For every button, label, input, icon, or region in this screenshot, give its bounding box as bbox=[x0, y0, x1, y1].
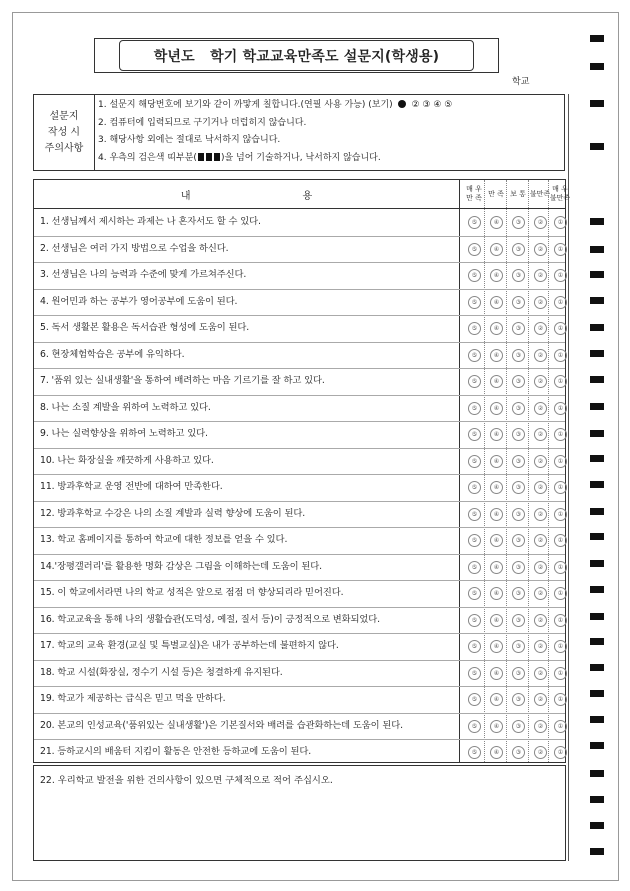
timing-mark bbox=[590, 63, 604, 70]
answer-bubble[interactable]: ④ bbox=[490, 693, 503, 706]
answer-bubble[interactable]: ① bbox=[554, 243, 567, 256]
school-label: 학교 bbox=[512, 77, 530, 87]
question-text: 12. 방과후학교 수강은 나의 소질 계발과 실력 향상에 도움이 된다. bbox=[40, 507, 306, 519]
answer-bubble[interactable]: ④ bbox=[490, 587, 503, 600]
answer-bubble[interactable]: ③ bbox=[512, 508, 525, 521]
answer-bubble[interactable]: ⑤ bbox=[468, 455, 481, 468]
answer-bubble[interactable]: ④ bbox=[490, 481, 503, 494]
timing-mark bbox=[590, 822, 604, 829]
answer-bubble[interactable]: ① bbox=[554, 216, 567, 229]
instruction-1: 1. 설문지 해당번호에 보기와 같이 까맣게 칠합니다.(연필 사용 가능) (보기) ② ③ ④ ⑤ bbox=[98, 100, 453, 110]
answer-bubble[interactable]: ⑤ bbox=[468, 402, 481, 415]
answer-bubble[interactable]: ④ bbox=[490, 508, 503, 521]
answer-bubble[interactable]: ① bbox=[554, 667, 567, 680]
answer-bubble[interactable]: ② bbox=[534, 402, 547, 415]
answer-bubble[interactable]: ② bbox=[534, 667, 547, 680]
answer-bubble[interactable]: ⑤ bbox=[468, 720, 481, 733]
answer-bubble[interactable]: ③ bbox=[512, 693, 525, 706]
answer-bubble[interactable]: ① bbox=[554, 746, 567, 759]
timing-mark bbox=[590, 508, 604, 515]
answer-bubble[interactable]: ② bbox=[534, 746, 547, 759]
timing-mark bbox=[590, 246, 604, 253]
question-row bbox=[34, 713, 565, 741]
answer-bubble[interactable]: ② bbox=[534, 693, 547, 706]
black-bar-icon bbox=[198, 153, 204, 161]
answer-bubble[interactable]: ③ bbox=[512, 322, 525, 335]
answer-bubble[interactable]: ⑤ bbox=[468, 587, 481, 600]
example-mark: ② bbox=[411, 100, 420, 110]
answer-bubble[interactable]: ① bbox=[554, 587, 567, 600]
answer-bubble[interactable]: ② bbox=[534, 508, 547, 521]
scale-header: 매 우 만 족 bbox=[466, 185, 482, 202]
timing-mark bbox=[590, 324, 604, 331]
timing-mark bbox=[590, 742, 604, 749]
answer-bubble[interactable]: ③ bbox=[512, 667, 525, 680]
timing-mark bbox=[590, 664, 604, 671]
answer-bubble[interactable]: ① bbox=[554, 322, 567, 335]
question-row bbox=[34, 474, 565, 502]
survey-table bbox=[33, 179, 571, 763]
title-box bbox=[119, 40, 474, 71]
answer-bubble[interactable]: ① bbox=[554, 640, 567, 653]
question-text: 8. 나는 소질 계발을 위하여 노력하고 있다. bbox=[40, 401, 211, 413]
question-row bbox=[34, 368, 565, 396]
answer-bubble[interactable]: ⑤ bbox=[468, 243, 481, 256]
answer-bubble[interactable]: ② bbox=[534, 269, 547, 282]
answer-bubble[interactable]: ④ bbox=[490, 534, 503, 547]
timing-mark bbox=[590, 430, 604, 437]
answer-bubble[interactable]: ② bbox=[534, 243, 547, 256]
instructions-box bbox=[33, 94, 565, 171]
answer-bubble[interactable]: ④ bbox=[490, 349, 503, 362]
timing-mark bbox=[590, 350, 604, 357]
timing-mark bbox=[590, 770, 604, 777]
answer-bubble[interactable]: ① bbox=[554, 534, 567, 547]
example-mark: ⑤ bbox=[444, 100, 453, 110]
timing-mark bbox=[590, 560, 604, 567]
answer-bubble[interactable]: ④ bbox=[490, 322, 503, 335]
answer-bubble[interactable]: ② bbox=[534, 614, 547, 627]
timing-mark bbox=[590, 481, 604, 488]
answer-bubble[interactable]: ① bbox=[554, 720, 567, 733]
answer-bubble[interactable]: ② bbox=[534, 640, 547, 653]
timing-mark bbox=[590, 376, 604, 383]
scale-header: 만 족 bbox=[488, 189, 504, 198]
answer-bubble[interactable]: ③ bbox=[512, 455, 525, 468]
question-row bbox=[34, 395, 565, 423]
answer-bubble[interactable]: ③ bbox=[512, 720, 525, 733]
answer-bubble[interactable]: ③ bbox=[512, 375, 525, 388]
answer-bubble[interactable]: ③ bbox=[512, 746, 525, 759]
timing-mark bbox=[590, 297, 604, 304]
scale-header: 불만족 bbox=[529, 189, 551, 198]
answer-bubble[interactable]: ③ bbox=[512, 640, 525, 653]
answer-bubble[interactable]: ① bbox=[554, 455, 567, 468]
answer-bubble[interactable]: ② bbox=[534, 720, 547, 733]
answer-bubble[interactable]: ② bbox=[534, 216, 547, 229]
answer-bubble[interactable]: ① bbox=[554, 481, 567, 494]
answer-bubble[interactable]: ④ bbox=[490, 296, 503, 309]
instructions-heading: 설문지 작성 시 주의사항 bbox=[34, 95, 95, 170]
answer-bubble[interactable]: ④ bbox=[490, 402, 503, 415]
scale-header: 보 통 bbox=[510, 189, 526, 198]
black-bar-icon bbox=[214, 153, 220, 161]
instruction-2: 2. 컴퓨터에 입력되므로 구기거나 더럽히지 않습니다. bbox=[98, 117, 307, 128]
question-row bbox=[34, 501, 565, 529]
question-row bbox=[34, 448, 565, 476]
answer-bubble[interactable]: ① bbox=[554, 693, 567, 706]
answer-bubble[interactable]: ⑤ bbox=[468, 296, 481, 309]
answer-bubble[interactable]: ① bbox=[554, 402, 567, 415]
answer-bubble[interactable]: ② bbox=[534, 296, 547, 309]
question-text: 3. 선생님은 나의 능력과 수준에 맞게 가르쳐주신다. bbox=[40, 269, 247, 280]
question-text: 10. 나는 화장실을 깨끗하게 사용하고 있다. bbox=[40, 454, 214, 466]
answer-bubble[interactable]: ② bbox=[534, 349, 547, 362]
answer-bubble[interactable]: ③ bbox=[512, 216, 525, 229]
answer-bubble[interactable]: ⑤ bbox=[468, 534, 481, 547]
answer-bubble[interactable]: ③ bbox=[512, 269, 525, 282]
timing-mark bbox=[590, 218, 604, 225]
scale-header: 매 우 불만족 bbox=[549, 185, 571, 202]
answer-bubble[interactable]: ⑤ bbox=[468, 614, 481, 627]
question-text: 15. 이 학교에서라면 나의 학교 성적은 앞으로 점점 더 향상되리라 믿어진다. bbox=[40, 587, 344, 598]
answer-bubble[interactable]: ⑤ bbox=[468, 375, 481, 388]
answer-bubble[interactable]: ④ bbox=[490, 720, 503, 733]
answer-bubble[interactable]: ① bbox=[554, 614, 567, 627]
answer-bubble[interactable]: ⑤ bbox=[468, 746, 481, 759]
example-mark: ③ bbox=[422, 100, 431, 110]
timing-mark bbox=[590, 613, 604, 620]
suggestion-box[interactable] bbox=[33, 765, 566, 861]
question-text: 11. 방과후학교 운영 전반에 대하여 만족한다. bbox=[40, 481, 223, 492]
question-row bbox=[34, 607, 565, 635]
answer-bubble[interactable]: ① bbox=[554, 349, 567, 362]
answer-bubble[interactable]: ① bbox=[554, 375, 567, 388]
black-bar-icon bbox=[206, 153, 212, 161]
answer-bubble[interactable]: ⑤ bbox=[468, 428, 481, 441]
answer-bubble[interactable]: ④ bbox=[490, 614, 503, 627]
question-text: 4. 원어민과 하는 공부가 영어공부에 도움이 된다. bbox=[40, 295, 238, 307]
answer-bubble[interactable]: ① bbox=[554, 561, 567, 574]
question-text: 19. 학교가 제공하는 급식은 믿고 먹을 만하다. bbox=[40, 693, 226, 704]
content-header: 내 용 bbox=[34, 180, 460, 208]
margin-line bbox=[568, 94, 569, 861]
answer-bubble[interactable]: ④ bbox=[490, 243, 503, 256]
question-text: 18. 학교 시설(화장실, 정수기 시설 등)은 청결하게 유지된다. bbox=[40, 666, 283, 678]
question-text: 1. 선생님께서 제시하는 과제는 나 혼자서도 할 수 있다. bbox=[40, 216, 261, 227]
question-row bbox=[34, 660, 565, 688]
question-row bbox=[34, 342, 565, 370]
answer-bubble[interactable]: ③ bbox=[512, 534, 525, 547]
answer-bubble[interactable]: ③ bbox=[512, 428, 525, 441]
instructions-list bbox=[98, 97, 452, 167]
question-row bbox=[34, 633, 565, 661]
answer-bubble[interactable]: ② bbox=[534, 322, 547, 335]
question-text: 2. 선생님은 여러 가지 방법으로 수업을 하신다. bbox=[40, 242, 229, 254]
answer-bubble[interactable]: ⑤ bbox=[468, 640, 481, 653]
example-mark: ④ bbox=[433, 100, 442, 110]
answer-bubble[interactable]: ⑤ bbox=[468, 481, 481, 494]
timing-mark bbox=[590, 455, 604, 462]
answer-bubble[interactable]: ③ bbox=[512, 561, 525, 574]
question-row bbox=[34, 527, 565, 555]
answer-bubble[interactable]: ② bbox=[534, 375, 547, 388]
answer-bubble[interactable]: ④ bbox=[490, 375, 503, 388]
answer-bubble[interactable]: ④ bbox=[490, 746, 503, 759]
answer-bubble[interactable]: ⑤ bbox=[468, 561, 481, 574]
answer-bubble[interactable]: ④ bbox=[490, 216, 503, 229]
question-row bbox=[34, 289, 565, 317]
answer-bubble[interactable]: ④ bbox=[490, 640, 503, 653]
answer-bubble[interactable]: ① bbox=[554, 428, 567, 441]
answer-bubble[interactable]: ③ bbox=[512, 296, 525, 309]
answer-bubble[interactable]: ③ bbox=[512, 587, 525, 600]
answer-bubble[interactable]: ② bbox=[534, 455, 547, 468]
answer-bubble[interactable]: ① bbox=[554, 296, 567, 309]
answer-bubble[interactable]: ④ bbox=[490, 561, 503, 574]
answer-bubble[interactable]: ② bbox=[534, 561, 547, 574]
question-row bbox=[34, 262, 565, 290]
instruction-3: 3. 해당사항 외에는 절대로 낙서하지 않습니다. bbox=[98, 135, 281, 145]
timing-mark bbox=[590, 271, 604, 278]
timing-mark bbox=[590, 690, 604, 697]
answer-bubble[interactable]: ⑤ bbox=[468, 322, 481, 335]
answer-bubble[interactable]: ② bbox=[534, 428, 547, 441]
timing-mark bbox=[590, 586, 604, 593]
answer-bubble[interactable]: ⑤ bbox=[468, 216, 481, 229]
question-row bbox=[34, 236, 565, 264]
question-row bbox=[34, 421, 565, 449]
answer-bubble[interactable]: ③ bbox=[512, 614, 525, 627]
answer-bubble[interactable]: ① bbox=[554, 508, 567, 521]
question-text: 21. 등하교시의 배움터 지킴이 활동은 안전한 등하교에 도움이 된다. bbox=[40, 746, 312, 757]
answer-bubble[interactable]: ④ bbox=[490, 455, 503, 468]
timing-mark bbox=[590, 796, 604, 803]
question-text: 9. 나는 실력향상을 위하여 노력하고 있다. bbox=[40, 428, 208, 439]
timing-mark bbox=[590, 143, 604, 150]
question-text: 7. '품위 있는 실내생활'을 통하여 배려하는 마음 기르기를 잘 하고 있다. bbox=[40, 375, 325, 386]
answer-bubble[interactable]: ④ bbox=[490, 428, 503, 441]
timing-mark bbox=[590, 716, 604, 723]
answer-bubble[interactable]: ⑤ bbox=[468, 269, 481, 282]
answer-bubble[interactable]: ④ bbox=[490, 667, 503, 680]
answer-bubble[interactable]: ⑤ bbox=[468, 693, 481, 706]
timing-mark bbox=[590, 100, 604, 107]
suggestion-prompt: 22. 우리학교 발전을 위한 건의사항이 있으면 구체적으로 적어 주십시오. bbox=[40, 775, 333, 786]
answer-bubble[interactable]: ③ bbox=[512, 402, 525, 415]
answer-bubble[interactable]: ⑤ bbox=[468, 667, 481, 680]
answer-bubble[interactable]: ⑤ bbox=[468, 349, 481, 362]
question-row bbox=[34, 315, 565, 343]
question-text: 17. 학교의 교육 환경(교실 및 특별교실)은 내가 공부하는데 불편하지 않다. bbox=[40, 640, 339, 651]
answer-bubble[interactable]: ② bbox=[534, 587, 547, 600]
answer-bubble[interactable]: ③ bbox=[512, 243, 525, 256]
question-row bbox=[34, 686, 565, 714]
question-text: 6. 현장체험학습은 공부에 유익하다. bbox=[40, 348, 185, 360]
answer-bubble[interactable]: ④ bbox=[490, 269, 503, 282]
question-text: 13. 학교 홈페이지를 통하여 학교에 대한 정보를 얻을 수 있다. bbox=[40, 534, 288, 545]
answer-bubble[interactable]: ② bbox=[534, 534, 547, 547]
timing-mark bbox=[590, 403, 604, 410]
timing-mark bbox=[590, 638, 604, 645]
answer-bubble[interactable]: ③ bbox=[512, 481, 525, 494]
timing-mark bbox=[590, 848, 604, 855]
question-row bbox=[34, 580, 565, 608]
question-row bbox=[34, 554, 565, 582]
timing-mark bbox=[590, 533, 604, 540]
question-text: 5. 독서 생활본 활용은 독서습관 형성에 도움이 된다. bbox=[40, 322, 250, 333]
instruction-4: 4. 우측의 검은색 띠부분( )을 넘어 기술하거나, 낙서하지 않습니다. bbox=[98, 152, 381, 163]
answer-bubble[interactable]: ⑤ bbox=[468, 508, 481, 521]
question-text: 14.'장평갤러리'를 활용한 명화 감상은 그림을 이해하는데 도움이 된다. bbox=[40, 560, 323, 572]
answer-bubble[interactable]: ② bbox=[534, 481, 547, 494]
question-row bbox=[34, 739, 565, 766]
page-title: 학년도 학기 학교교육만족도 설문지(학생용) bbox=[153, 48, 440, 65]
question-text: 16. 학교교육을 통해 나의 생활습관(도덕성, 예절, 질서 등)이 긍정적으로 변화되었다. bbox=[40, 613, 380, 625]
answer-bubble[interactable]: ① bbox=[554, 269, 567, 282]
question-text: 20. 본교의 인성교육('품위있는 실내생활')은 기본질서와 배려를 습관화하는데 도움이 된다. bbox=[40, 719, 403, 731]
question-row bbox=[34, 209, 565, 237]
answer-bubble[interactable]: ③ bbox=[512, 349, 525, 362]
filled-circle-icon bbox=[398, 100, 406, 108]
timing-mark bbox=[590, 35, 604, 42]
